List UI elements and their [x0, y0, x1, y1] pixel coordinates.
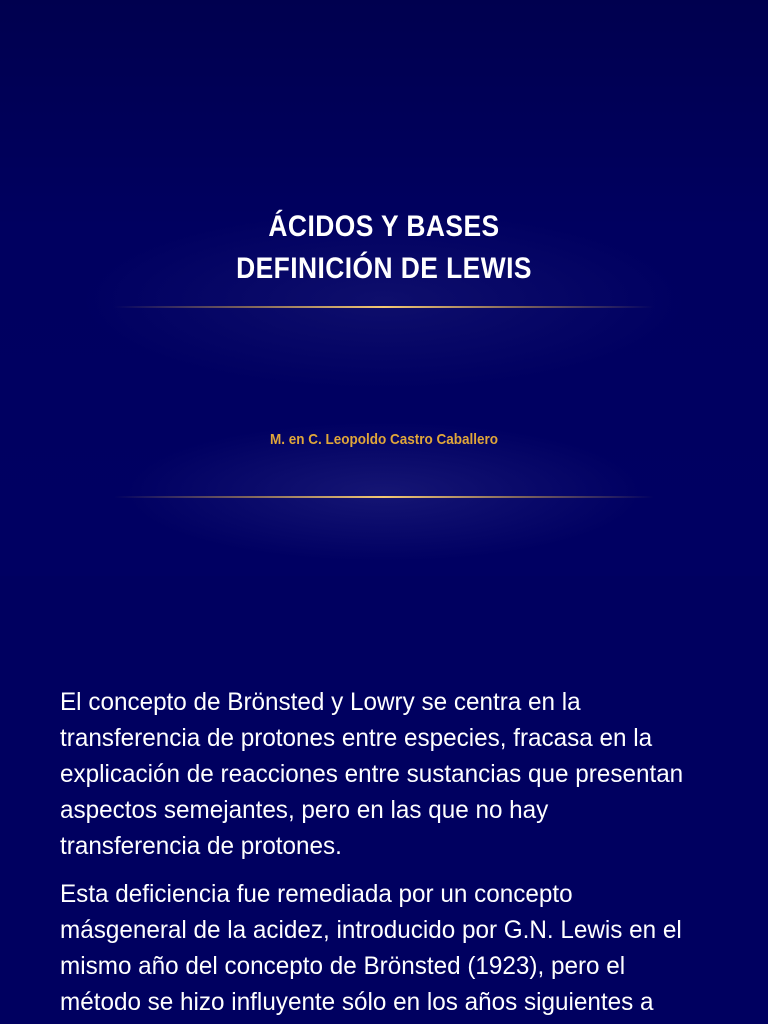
- slide-author: M. en C. Leopoldo Castro Caballero: [269, 431, 499, 448]
- text-line: transferencia de protones.: [60, 832, 342, 860]
- notes-paragraph-2: [60, 876, 740, 1020]
- text-line: transferencia de protones entre especies, fracasa en la: [60, 724, 653, 752]
- text-line: mismo año del concepto de Brönsted (1923), pero el: [60, 952, 626, 980]
- slide-title-line-1: ÁCIDOS Y BASES: [268, 210, 500, 243]
- author-divider-line: [114, 496, 654, 498]
- notes-text: [60, 684, 740, 1024]
- slide-title: [46, 206, 722, 290]
- text-line: másgeneral de la acidez, introducido por G.N. Lewis en el: [60, 916, 682, 944]
- text-line: explicación de reacciones entre sustancias que presentan: [60, 760, 684, 788]
- text-line: aspectos semejantes, pero en las que no hay: [60, 796, 549, 824]
- notes-paragraph-1: [60, 684, 740, 864]
- slide-title-line-2: DEFINICIÓN DE LEWIS: [236, 252, 532, 285]
- text-line: El concepto de Brönsted y Lowry se centra en la: [60, 688, 581, 716]
- text-line: método se hizo influyente sólo en los años siguientes a: [60, 988, 654, 1016]
- text-line: Esta deficiencia fue remediada por un concepto: [60, 880, 573, 908]
- title-divider-line: [114, 306, 654, 308]
